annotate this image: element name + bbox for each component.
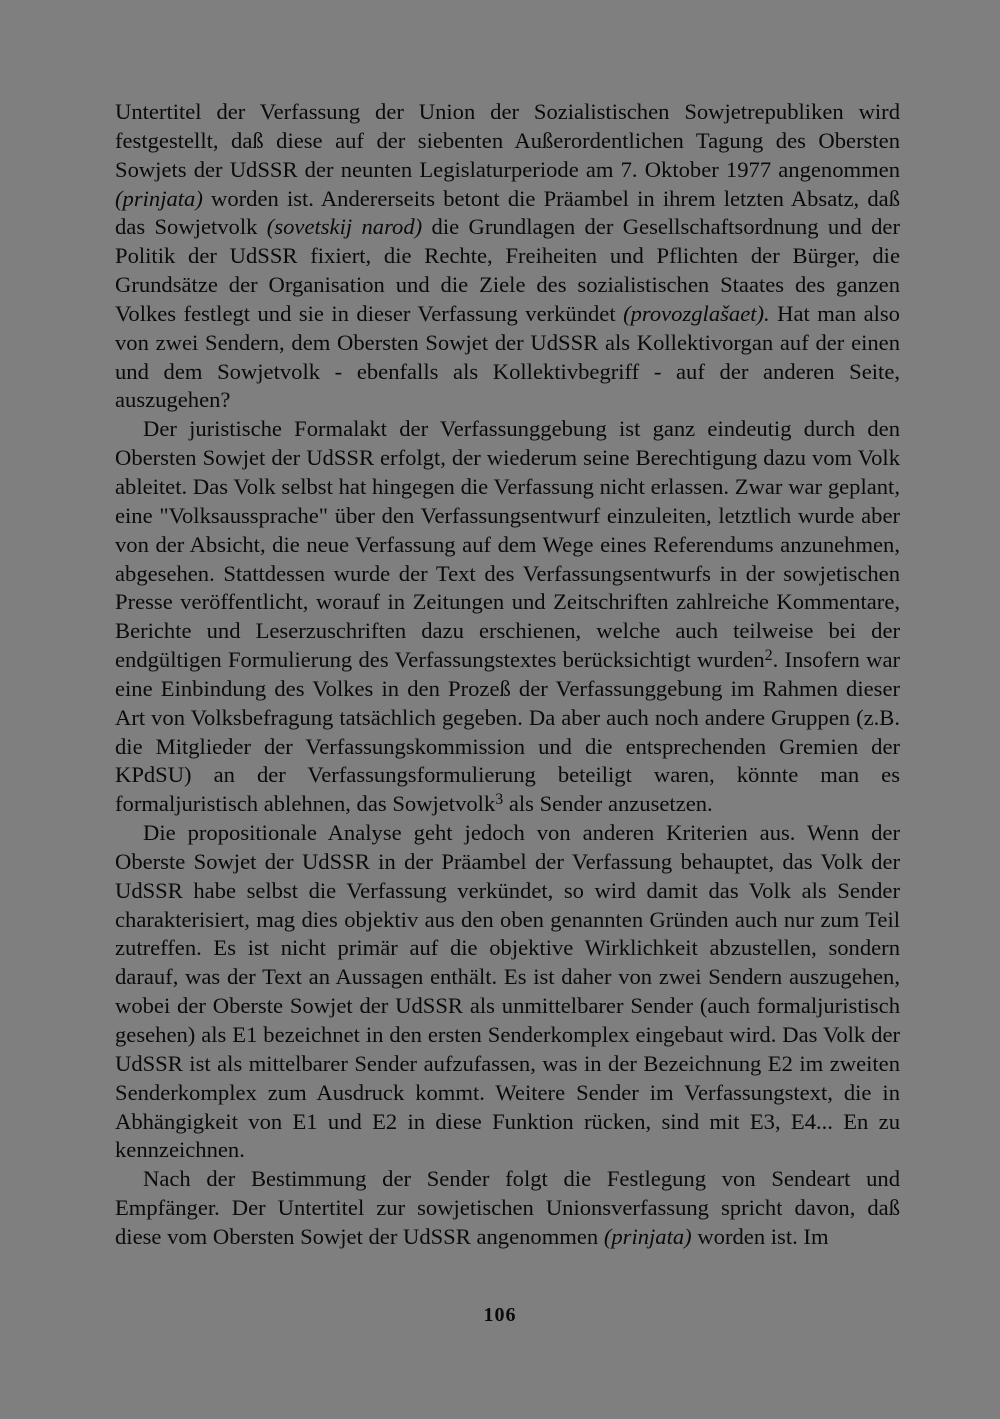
text-run: als Sender anzusetzen. (503, 791, 713, 817)
italic-term: (sovetskij narod) (266, 214, 423, 240)
footnote-marker: 2 (764, 646, 773, 664)
text-run: Untertitel der Verfassung der Union der Sozialistischen Sowjetrepubliken wird festgestellt, daß diese auf der siebenten Außerordentlichen Tagung des Obersten Sowjets der UdSSR der neunten Legislaturperiode am 7. Oktober 1977 angenommen (115, 99, 900, 182)
text-run: Der juristische Formalakt der Verfassunggebung ist ganz eindeutig durch den Obersten Sowjet der UdSSR erfolgt, der wiederum seine Berechtigung dazu vom Volk ableitet. Das Volk selbst hat hingegen die Verfassung nicht erlassen. Zwar war geplant, eine "Volksaussprache" über den Verfassungsentwurf einzuleiten, letztlich wurde aber von der Absicht, die neue Verfassung auf dem Wege eines Referendums anzunehmen, abgesehen. Stattdessen wurde der Text des Verfassungsentwurfs in der sowjetischen Presse veröffentlicht, worauf in Zeitungen und Zeitschriften zahlreiche Kommentare, Berichte und Leserzuschriften dazu erschienen, welche auch teilweise bei der endgültigen Formulierung des Verfassungstextes berücksichtigt wurden (115, 416, 900, 673)
page-number: 106 (483, 1304, 517, 1326)
text-run: worden ist. Andererseits betont die Präambel in ihrem letzten Absatz, daß das Sowjetvolk (115, 185, 900, 240)
text-run: . Insofern war eine Einbindung des Volkes in den Prozeß der Verfassunggebung im Rahmen dieser Art von Volksbefragung tatsächlich gegeben. Da aber auch noch andere Gruppen (z.B. die Mitglieder der Verfassungskommission und die entsprechenden Gremien der KPdSU) an der Verfassungsformulierung beteiligt waren, könnte man es formaljuristisch ablehnen, das Sowjetvolk (115, 647, 900, 817)
text-run: Die propositionale Analyse geht jedoch von anderen Kriterien aus. Wenn der Oberste Sowjet der UdSSR in der Präambel der Verfassung behauptet, das Volk der UdSSR habe selbst die Verfassung verkündet, so wird damit das Volk als Sender charakterisiert, mag dies objektiv aus den oben genannten Gründen auch nur zum Teil zutreffen. Es ist nicht primär auf die objektive Wirklichkeit abzustellen, sondern darauf, was der Text an Aussagen enthält. Es ist daher von zwei Sendern auszugehen, wobei der Oberste Sowjet der UdSSR als unmittelbarer Sender (auch formaljuristisch gesehen) als E1 bezeichnet in den ersten Senderkomplex eingebaut wird. Das Volk der UdSSR ist als mittelbarer Sender aufzufassen, was in der Bezeichnung E2 im zweiten Senderkomplex zum Ausdruck kommt. Weitere Sender im Verfassungstext, die in Abhängigkeit von E1 und E2 in diese Funktion rücken, sind mit E3, E4... En zu kennzeichnen. (115, 820, 900, 1163)
text-run: worden ist. Im (691, 1223, 829, 1249)
paragraph (115, 415, 900, 819)
footnote-marker: 3 (495, 791, 504, 809)
text-run: die Grundlagen der Gesellschaftsordnung und der Politik der UdSSR fixiert, die Rechte, Freiheiten und Pflichten der Bürger, die Grundsätze der Organisation und die Ziele des sozialistischen Staates des ganzen Volkes festlegt und sie in dieser Verfassung verkündet (115, 214, 900, 326)
paragraph (115, 98, 900, 415)
italic-term: (prinjata) (603, 1223, 692, 1249)
paragraph (115, 819, 900, 1165)
italic-term: (prinjata) (115, 185, 203, 211)
paragraph (115, 1165, 900, 1252)
text-run: Nach der Bestimmung der Sender folgt die Festlegung von Sendeart und Empfänger. Der Untertitel zur sowjetischen Unionsverfassung spricht davon, daß diese vom Obersten Sowjet der UdSSR angenommen (115, 1166, 900, 1249)
body-text (115, 98, 900, 1252)
text-run: Hat man also von zwei Sendern, dem Obersten Sowjet der UdSSR als Kollektivorgan auf der einen und dem Sowjetvolk - ebenfalls als Kollektivbegriff - auf der anderen Seite, auszugehen? (115, 300, 900, 413)
italic-term: (provozglašaet). (623, 300, 770, 326)
